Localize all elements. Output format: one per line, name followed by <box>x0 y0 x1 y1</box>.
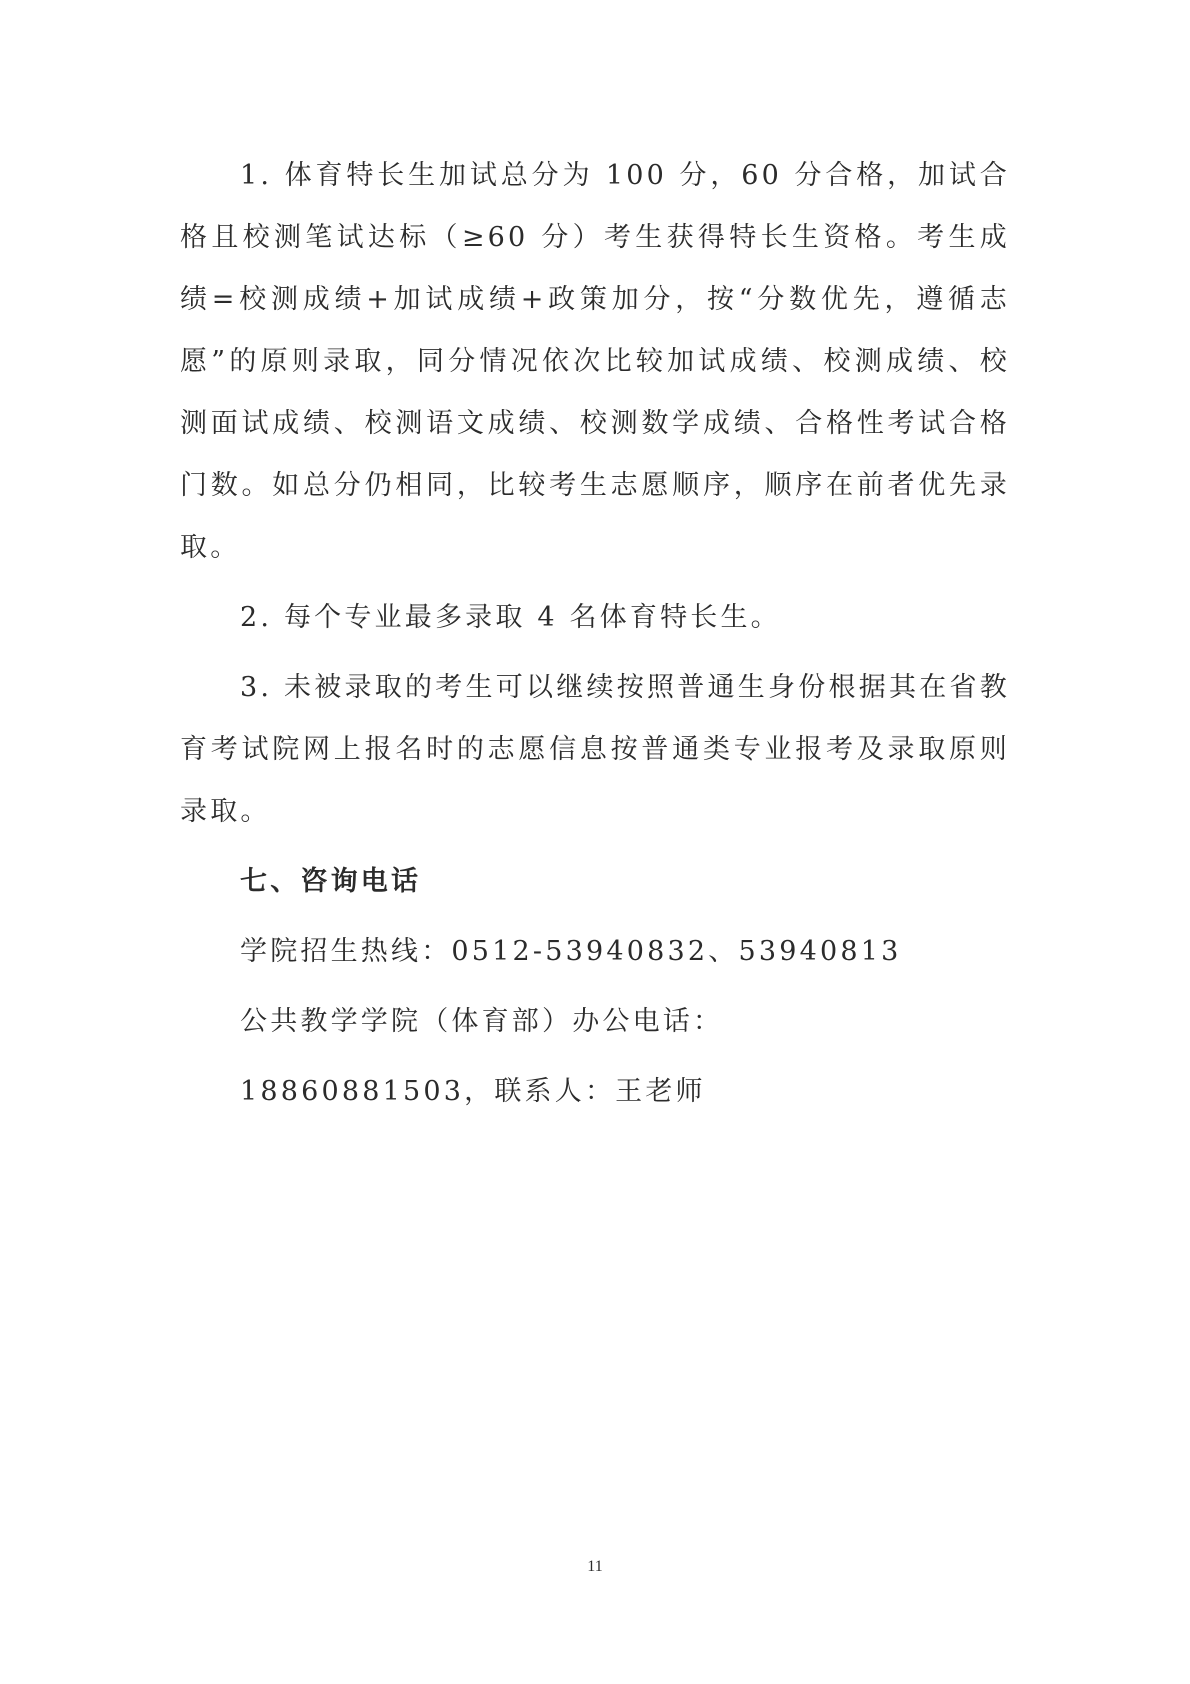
page-content <box>180 145 1010 1123</box>
office-phone-label: 公共教学学院（体育部）办公电话： <box>240 1006 724 1037</box>
paragraph-rule-3: 3. 未被录取的考生可以继续按照普通生身份根据其在省教育考试院网上报名时的志愿信息按普通类专业报考及录取原则录取。 <box>180 672 1010 827</box>
admissions-hotline: 学院招生热线：0512-53940832、53940813 <box>240 936 902 967</box>
paragraph-rule-1: 1. 体育特长生加试总分为 100 分，60 分合格，加试合格且校测笔试达标（≥60 分）考生获得特长生资格。考生成绩=校测成绩+加试成绩+政策加分，按“分数优先，遵循志愿”的原则录取，同分情况依次比较加试成绩、校测成绩、校测面试成绩、校测语文成绩、校测数学成绩、合格性考试合格门数。如总分仍相同，比较考生志愿顺序，顺序在前者优先录取。 <box>180 160 1010 563</box>
office-phone-contact: 18860881503，联系人：王老师 <box>240 1076 706 1107</box>
paragraph-rule-2: 2. 每个专业最多录取 4 名体育特长生。 <box>240 602 781 633</box>
page-number: 11 <box>587 1558 603 1575</box>
section-heading-consultation: 七、咨询电话 <box>240 866 422 897</box>
